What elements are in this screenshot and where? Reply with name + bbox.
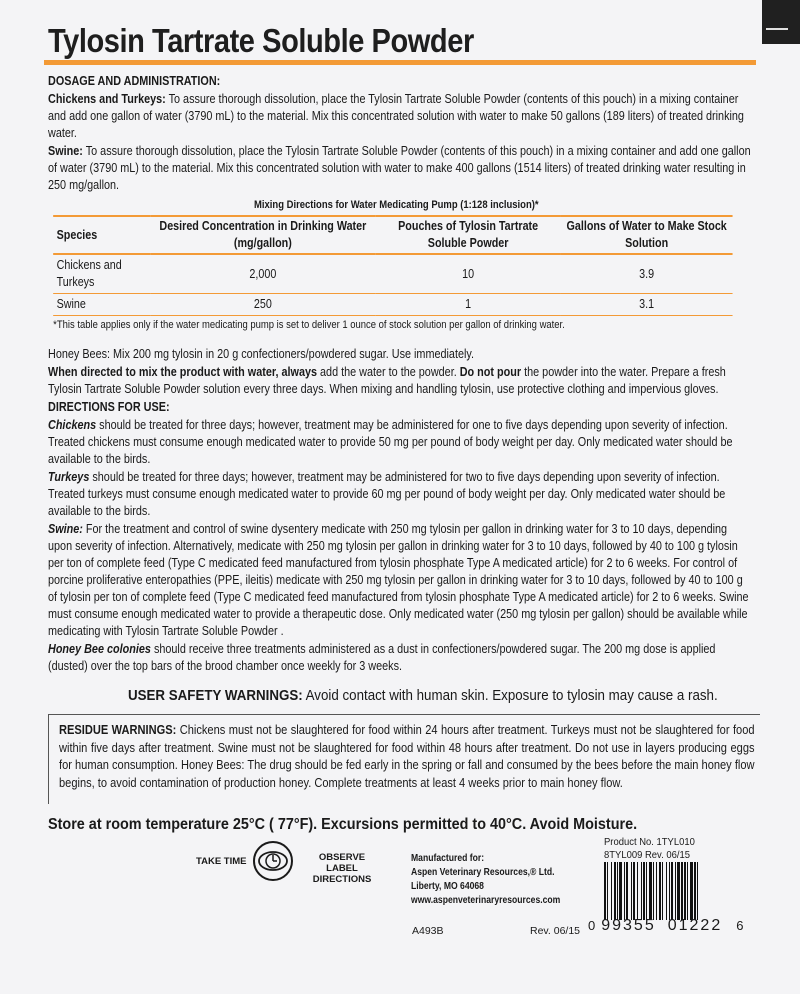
directions-swine-text: For the treatment and control of swine dysentery medicate with 250 mg tylosin per gallon in drinking water for 3 to 10 days, depending upon severity of infection. Alternatively, medicate with 250 mg tylosin per gallon in drinking water for 3 to 10 days, followed by 40 to 100 g tylosin per ton of complete feed (Type C medicated feed manufactured from tylosin phosphate Type A medicated article) for 2 to 6 weeks. For control of porcine proliferative enteropathies (PPE, ileitis) medicate with 250 mg tylosin per gallon in drinking water for 3 to 10 days, followed by 40 to 100 g of tylosin per ton of complete feed (Type C medicated feed manufactured from tylosin phosphate Type A medicated article) for 2 to 6 weeks. Swine must consume enough medicated water to provide a therapeutic dose. Only medicated water (250 mg tylosin per gallon) should be available while medicating with Tylosin Tartrate Soluble Powder . — [48, 522, 749, 638]
barcode-bar — [677, 862, 680, 920]
barcode-left-group: 99355 — [601, 917, 656, 934]
title-rule — [44, 60, 756, 65]
barcode-bar — [619, 862, 622, 920]
manufacturer-block — [411, 852, 560, 908]
barcode-bar — [687, 862, 688, 920]
table-cell: 250 — [150, 294, 375, 316]
table-cell: 1 — [376, 294, 561, 316]
user-safety-warning — [128, 688, 718, 704]
mixing-warning-bold-2: Do not pour — [459, 365, 522, 379]
barcode-bar — [614, 862, 616, 920]
barcode-bar — [697, 862, 698, 920]
storage-statement: Store at room temperature 25°C ( 77°F). Excursions permitted to 40°C. Avoid Moisture. — [48, 816, 638, 833]
manufacturer-name: Aspen Veterinary Resources,® Ltd. — [411, 867, 555, 878]
table-cell: 10 — [376, 254, 561, 294]
directions-bees-label: Honey Bee colonies — [48, 642, 151, 656]
barcode-bar — [675, 862, 676, 920]
barcode-bar — [604, 862, 606, 920]
label-body — [48, 73, 753, 676]
barcode-bar — [641, 862, 642, 920]
product-number: Product No. 1TYL010 — [604, 836, 695, 848]
barcode-first-digit: 0 — [588, 918, 596, 933]
table-footnote: *This table applies only if the water medicating pump is set to deliver 1 ounce of stock solution per gallon of drinking water. — [53, 319, 565, 331]
directions-turkeys — [48, 469, 753, 520]
directions-bees-text: should receive three treatments administered as a dust in confectioners/powdered sugar. The 200 mg dose is applied (dusted) over the top bars of the brood chamber once weekly for 3 weeks. — [48, 642, 716, 673]
barcode-bar — [611, 862, 612, 920]
chickens-turkeys-label: Chickens and Turkeys: — [48, 92, 166, 106]
mixing-warning — [48, 364, 753, 398]
mixing-warning-bold-1: When directed to mix the product with water, always — [48, 365, 318, 379]
manufactured-for-label: Manufactured for: — [411, 853, 485, 864]
directions-honey-bees — [48, 641, 753, 675]
observe-label-directions — [306, 852, 378, 885]
table-cell: Swine — [53, 294, 150, 316]
barcode-bar — [666, 862, 667, 920]
barcode — [602, 862, 742, 920]
barcode-digits — [588, 917, 743, 935]
mixing-section — [48, 197, 745, 334]
user-safety-text: Avoid contact with human skin. Exposure to tylosin may cause a rash. — [302, 688, 718, 704]
take-time-label: TAKE TIME — [196, 856, 247, 867]
directions-chickens — [48, 417, 753, 468]
item-code: A493B — [412, 925, 444, 937]
directions-turkeys-label: Turkeys — [48, 470, 90, 484]
directions-turkeys-text: should be treated for three days; however, treatment may be administered for two to five days depending upon severity of infection. Treated turkeys must consume enough medicated water to provide 60 mg per pound of body weight per day. Only medicated water should be available to the birds. — [48, 470, 726, 518]
manufacturer-city: Liberty, MO 64068 — [411, 881, 484, 892]
swine-label: Swine: — [48, 144, 83, 158]
table-header-row — [53, 216, 732, 254]
barcode-right-group: 01222 — [667, 917, 723, 934]
barcode-bar — [684, 862, 686, 920]
corner-tab — [762, 0, 800, 44]
dosage-chickens-paragraph — [48, 91, 753, 142]
table-cell: 3.1 — [561, 294, 733, 316]
barcode-bar — [690, 862, 693, 920]
user-safety-label: USER SAFETY WARNINGS: — [128, 688, 303, 704]
table-cell: 3.9 — [561, 254, 733, 294]
mixing-warning-text-2: the powder into the water. Prepare a fresh Tylosin Tartrate Soluble Powder solution every three days. When mixing and handling tylosin, use protective clothing and impervious gloves. — [48, 365, 726, 396]
header-species: Species — [53, 216, 150, 254]
barcode-last-digit: 6 — [736, 918, 744, 933]
barcode-bar — [626, 862, 628, 920]
table-cell: 2,000 — [150, 254, 375, 294]
table-row — [53, 254, 732, 294]
residue-label: RESIDUE WARNINGS: — [59, 722, 177, 737]
mixing-table — [53, 215, 732, 316]
barcode-bar — [694, 862, 696, 920]
table-cell: Chickens and Turkeys — [53, 254, 150, 294]
clock-icon — [252, 840, 294, 882]
mixing-warning-text-1: add the water to the powder. — [317, 365, 460, 379]
chickens-turkeys-text: To assure thorough dissolution, place the Tylosin Tartrate Soluble Powder (contents of this pouch) in a mixing container and add one gallon of water (3790 mL) to the material. Mix this concentrated solution with water to make 50 gallons (189 liters) of treated drinking water. — [48, 92, 744, 140]
directions-line: DIRECTIONS — [312, 874, 372, 885]
directions-swine-label: Swine: — [48, 522, 83, 536]
barcode-bar — [624, 862, 625, 920]
barcode-bar — [681, 862, 683, 920]
header-concentration: Desired Concentration in Drinking Water (mg/gallon) — [150, 216, 375, 254]
barcode-bar — [637, 862, 638, 920]
directions-chickens-label: Chickens — [48, 418, 97, 432]
observe-label-line: OBSERVE LABEL — [318, 852, 366, 874]
barcode-bar — [653, 862, 654, 920]
directions-heading: DIRECTIONS FOR USE: — [48, 400, 170, 414]
mixing-table-title: Mixing Directions for Water Medicating Pump (1:128 inclusion)* — [254, 199, 539, 211]
residue-warning-box — [48, 714, 760, 804]
page-title: Tylosin Tartrate Soluble Powder — [48, 22, 474, 59]
header-pouches: Pouches of Tylosin Tartrate Soluble Powder — [376, 216, 561, 254]
barcode-bar — [617, 862, 618, 920]
barcode-bar — [656, 862, 657, 920]
residue-text: Chickens must not be slaughtered for food within 24 hours after treatment. Turkeys must not be slaughtered for food within five days after treatment. Swine must not be slaughtered for food within 48 hours after treatment. Do not use in layers producing eggs for human consumption. Honey Bees: The drug should be fed early in the spring or fall and consumed by the bees before the main honey flow begins, to avoid contamination of production honey. Complete treatments at least 4 weeks prior to main honey flow. — [59, 722, 755, 790]
barcode-bar — [671, 862, 673, 920]
code-revision: 8TYL009 Rev. 06/15 — [604, 849, 690, 861]
product-codes — [604, 836, 695, 862]
barcode-bar — [662, 862, 663, 920]
barcode-bar — [649, 862, 652, 920]
barcode-bar — [646, 862, 647, 920]
revision-date: Rev. 06/15 — [530, 925, 581, 937]
barcode-bar — [643, 862, 645, 920]
directions-chickens-text: should be treated for three days; however, treatment may be administered for one to five days depending upon severity of infection. Treated chickens must consume enough medicated water to provide 50 mg per pound of body weight per day. Only medicated water should be available to the birds. — [48, 418, 733, 466]
honey-bees-dosage: Honey Bees: Mix 200 mg tylosin in 20 g confectioners/powdered sugar. Use immediately. — [48, 347, 475, 361]
directions-swine — [48, 521, 753, 640]
dosage-swine-paragraph — [48, 143, 753, 194]
barcode-bar — [607, 862, 608, 920]
header-gallons: Gallons of Water to Make Stock Solution — [561, 216, 733, 254]
barcode-bar — [631, 862, 632, 920]
barcode-bar — [633, 862, 635, 920]
barcode-bar — [669, 862, 670, 920]
swine-text: To assure thorough dissolution, place the Tylosin Tartrate Soluble Powder (contents of this pouch) in a mixing container and add one gallon of water (3790 mL) to the material. Mix this concentrated solution with water to make 400 gallons (1514 liters) of treated drinking water resulting in 250 mg/gallon. — [48, 144, 751, 192]
table-row — [53, 294, 732, 316]
manufacturer-website: www.aspenveterinaryresources.com — [411, 895, 561, 906]
dosage-heading: DOSAGE AND ADMINISTRATION: — [48, 74, 221, 88]
barcode-bar — [659, 862, 661, 920]
